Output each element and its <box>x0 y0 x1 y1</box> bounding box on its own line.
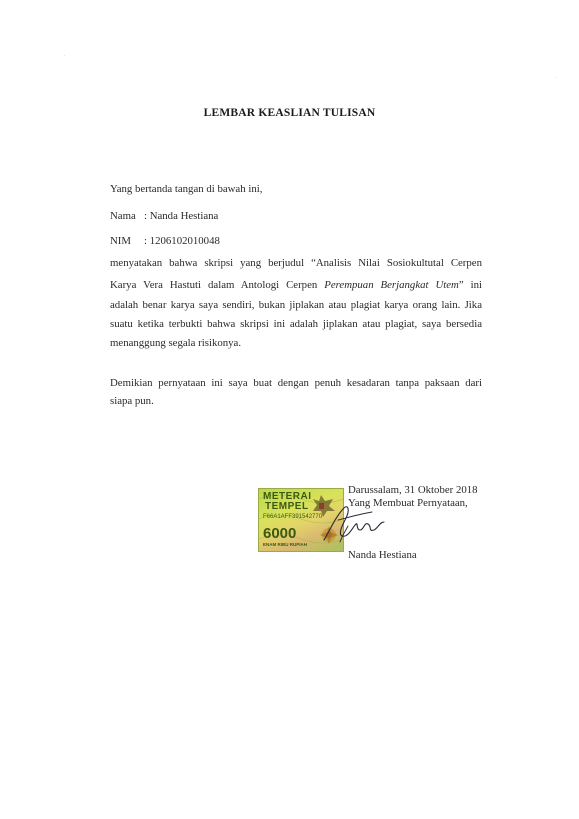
scan-speck: . <box>64 52 66 58</box>
stamp-line-2: TEMPEL <box>265 501 309 512</box>
body-line-4: suatu ketika terbukti bahwa skripsi ini adalah jiplakan atau plagiat, saya bersedia <box>110 318 482 330</box>
handwritten-signature <box>320 500 390 546</box>
body-line-3: adalah benar karya saya sendiri, bukan jiplakan atau plagiat karya orang lain. Jika <box>110 299 482 311</box>
stamp-value: 6000 <box>263 525 297 542</box>
document-title: LEMBAR KEASLIAN TULISAN <box>203 107 376 119</box>
intro-text: Yang bertanda tangan di bawah ini, <box>110 183 263 195</box>
place-date: Darussalam, 31 Oktober 2018 <box>348 484 478 496</box>
name-value: : Nanda Hestiana <box>144 210 219 222</box>
stamp-line-1: METERAI <box>263 491 312 502</box>
stamp-value-words: ENAM RIBU RUPIAH <box>263 542 308 547</box>
nim-label: NIM <box>110 235 131 247</box>
body-line-5: menanggung segala risikonya. <box>110 337 242 349</box>
closing-line-2: siapa pun. <box>110 395 154 407</box>
book-title: Perempuan Berjangkat Utem <box>324 279 459 291</box>
signer-role: Yang Membuat Pernyataan, <box>348 497 468 509</box>
body-line-2 <box>110 279 482 292</box>
scan-speck: . <box>555 74 557 80</box>
body-line-2-end: ” ini <box>458 279 483 291</box>
closing-line-1: Demikian pernyataan ini saya buat dengan penuh kesadaran tanpa paksaan dari <box>110 377 482 389</box>
nim-row <box>110 235 220 248</box>
body-line-1: menyatakan bahwa skripsi yang berjudul “Analisis Nilai Sosiokultutal Cerpen <box>110 257 482 269</box>
body-line-2-start: Karya Vera Hastuti dalam Antologi Cerpen <box>110 279 318 291</box>
nim-value: : 1206102010048 <box>144 235 220 247</box>
name-row <box>110 210 218 223</box>
name-label: Nama <box>110 210 136 222</box>
stamp-serial: F66A1AFF391542770 <box>263 514 323 520</box>
signer-name: Nanda Hestiana <box>348 549 417 561</box>
